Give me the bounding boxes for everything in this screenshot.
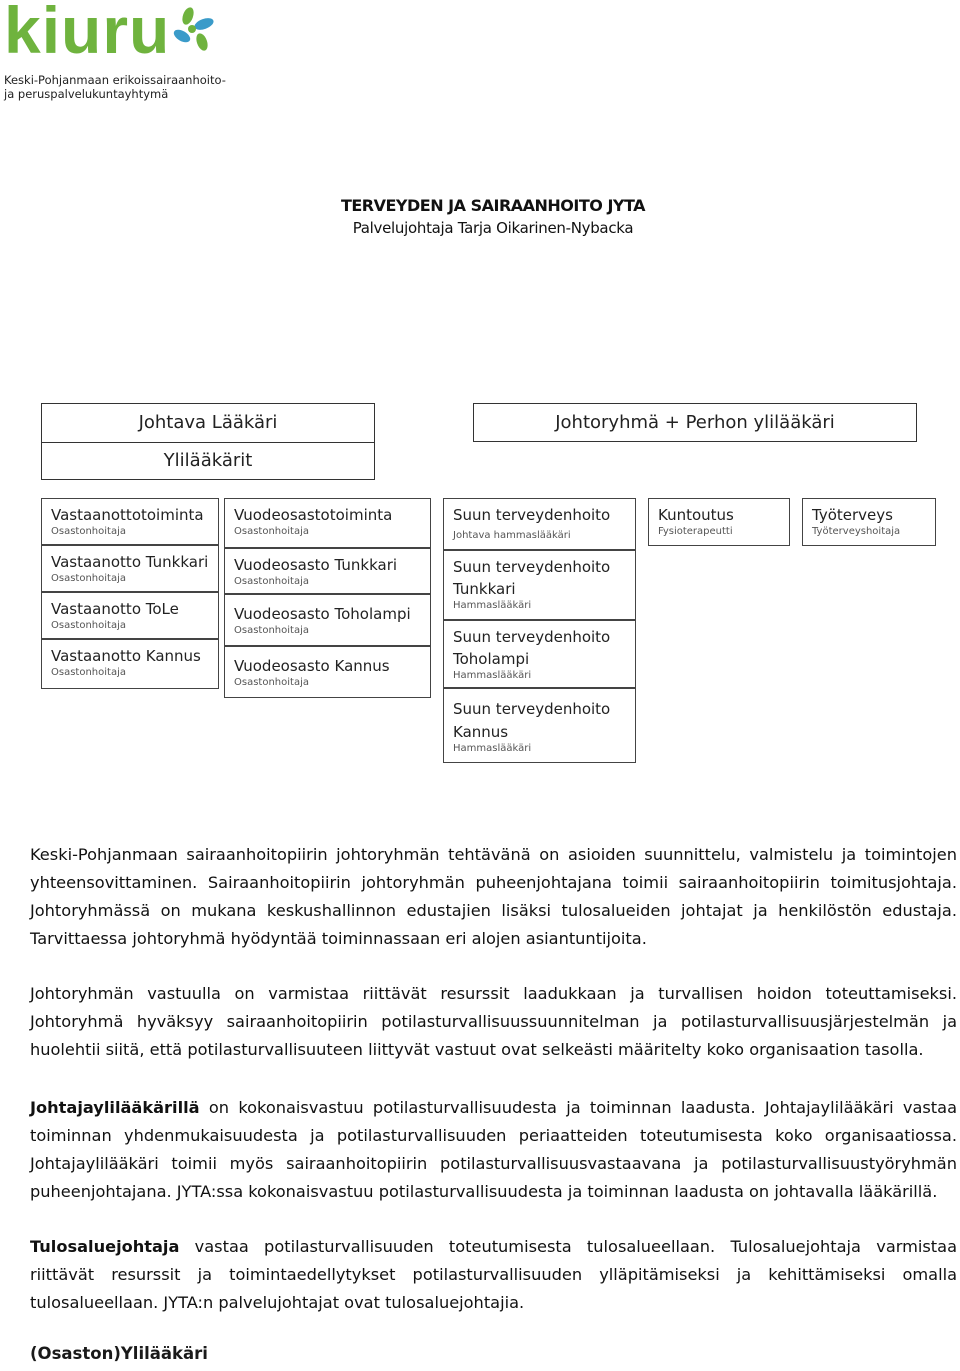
leadership-chief-physician: Johtava Lääkäri (138, 412, 278, 433)
unit-role: Hammaslääkäri (453, 600, 532, 611)
unit-role: Osastonhoitaja (51, 526, 126, 537)
unit-dental-kannus (443, 688, 636, 763)
unit-outpatient (41, 498, 219, 545)
logo-subtitle-line2: ja peruspalvelukuntayhtymä (4, 87, 169, 101)
unit-role: Osastonhoitaja (234, 625, 309, 636)
unit-dental-tunkkari (443, 550, 636, 620)
unit-role: Osastonhoitaja (234, 526, 309, 537)
logo-subtitle (4, 73, 226, 101)
unit-name: Vuodeosasto Kannus (234, 657, 390, 675)
unit-ward-kannus (224, 646, 431, 698)
unit-role: Osastonhoitaja (51, 573, 126, 584)
unit-name: Suun terveydenhoito (453, 506, 611, 524)
paragraph-text: vastaa potilasturvallisuuden toteutumisesta tulosalueellaan. Tulosaluejohtaja varmistaa riittävät resurssit ja toimintaedellytykset potilasturvallisuuden ylläpitämiseksi ja kehittämiseksi omalla tulosalueellaan. JYTA:n palvelujohtajat ovat tulosaluejohtajia. (30, 1237, 957, 1312)
logo-wordmark: kiuru (4, 0, 171, 67)
unit-dental-toholampi (443, 620, 636, 688)
paragraph-responsibility: Johtoryhmän vastuulla on varmistaa riittävät resurssit laadukkaan ja turvallisen hoidon toteuttamiseksi. Johtoryhmä hyväksyy sairaanhoitopiirin potilasturvallisuussuunnitelman ja potilasturvallisuusjärjestelmän ja huolehtii siitä, että potilasturvallisuuteen liittyvät vastuut ovat selkeästi määritelty koko organisaation tasolla. (30, 984, 957, 1059)
unit-name: Vuodeosastotoiminta (234, 506, 393, 524)
logo-subtitle-line1: Keski-Pohjanmaan erikoissairaanhoito- (4, 73, 226, 87)
unit-role: Hammaslääkäri (453, 743, 532, 754)
unit-name: Vastaanotto ToLe (51, 600, 179, 618)
leadership-box (41, 403, 375, 480)
unit-name: Suun terveydenhoito (453, 558, 611, 576)
unit-name: Työterveys (812, 506, 893, 524)
unit-name: Vastaanottotoiminta (51, 506, 204, 524)
unit-name: Vuodeosasto Toholampi (234, 605, 411, 623)
unit-name: Kuntoutus (658, 506, 734, 524)
unit-location: Toholampi (453, 650, 530, 668)
org-chart-title: TERVEYDEN JA SAIRAANHOITO JYTA (340, 196, 646, 215)
management-group-box (473, 403, 917, 442)
unit-occupational-health (802, 498, 936, 546)
paragraph-chief-medical-director (30, 1094, 957, 1206)
unit-outpatient-tole (41, 592, 219, 639)
bird-logo-icon (170, 6, 220, 54)
unit-ward (224, 498, 431, 548)
org-chart-subtitle: Palvelujohtaja Tarja Oikarinen-Nybacka (352, 219, 634, 237)
term-chief-medical-director: Johtajaylilääkärillä (30, 1098, 200, 1117)
unit-name: Suun terveydenhoito (453, 700, 611, 718)
unit-ward-tunkkari (224, 548, 431, 594)
unit-role: Fysioterapeutti (658, 526, 733, 537)
term-result-area-director: Tulosaluejohtaja (30, 1237, 180, 1256)
unit-role: Osastonhoitaja (51, 620, 126, 631)
unit-location: Tunkkari (453, 580, 516, 598)
unit-role: Hammaslääkäri (453, 670, 532, 681)
section-heading: (Osaston)Ylilääkäri (30, 1344, 208, 1363)
management-group-label: Johtoryhmä + Perhon ylilääkäri (555, 412, 835, 433)
unit-outpatient-tunkkari (41, 545, 219, 592)
paragraph-text: on kokonaisvastuu potilasturvallisuudesta ja toiminnan laadusta. Johtajaylilääkäri vastaa toiminnan yhdenmukaisuudesta ja potilasturvallisuuden periaatteiden toteutumisesta koko organisaatiossa. Johtajaylilääkäri toimii myös sairaanhoitopiirin potilasturvallisuusvastaavana ja potilasturvallisuustyöryhmän puheenjohtajana. JYTA:ssa kokonaisvastuu potilasturvallisuudesta ja toiminnan laadusta on johtavalla lääkärillä. (30, 1098, 957, 1201)
unit-dental (443, 498, 636, 550)
leadership-divider (42, 442, 374, 443)
unit-name: Vastaanotto Kannus (51, 647, 201, 665)
unit-role: Johtava hammaslääkäri (453, 530, 571, 541)
leadership-chief-physicians: Ylilääkärit (163, 450, 253, 471)
unit-name: Vuodeosasto Tunkkari (234, 556, 398, 574)
paragraph-result-area-director (30, 1233, 957, 1317)
unit-role: Työterveyshoitaja (812, 526, 901, 537)
unit-ward-toholampi (224, 594, 431, 646)
unit-role: Osastonhoitaja (234, 576, 309, 587)
unit-location: Kannus (453, 723, 509, 741)
paragraph-management-group: Keski-Pohjanmaan sairaanhoitopiirin johtoryhmän tehtävänä on asioiden suunnittelu, valmistelu ja toimintojen yhteensovittaminen. Sairaanhoitopiirin johtoryhmän puheenjohtajana toimii sairaanhoitopiirin toimitusjohtaja. Johtoryhmässä on mukana keskushallinnon edustajien lisäksi tulosalueiden johtajat ja henkilöstön edustaja. Tarvittaessa johtoryhmä hyödyntää toiminnassaan eri alojen asiantuntijoita. (30, 845, 957, 948)
unit-name: Suun terveydenhoito (453, 628, 611, 646)
unit-role: Osastonhoitaja (51, 667, 126, 678)
unit-outpatient-kannus (41, 639, 219, 689)
unit-name: Vastaanotto Tunkkari (51, 553, 209, 571)
kiuru-logo (4, 0, 244, 104)
unit-rehabilitation (648, 498, 790, 546)
unit-role: Osastonhoitaja (234, 677, 309, 688)
